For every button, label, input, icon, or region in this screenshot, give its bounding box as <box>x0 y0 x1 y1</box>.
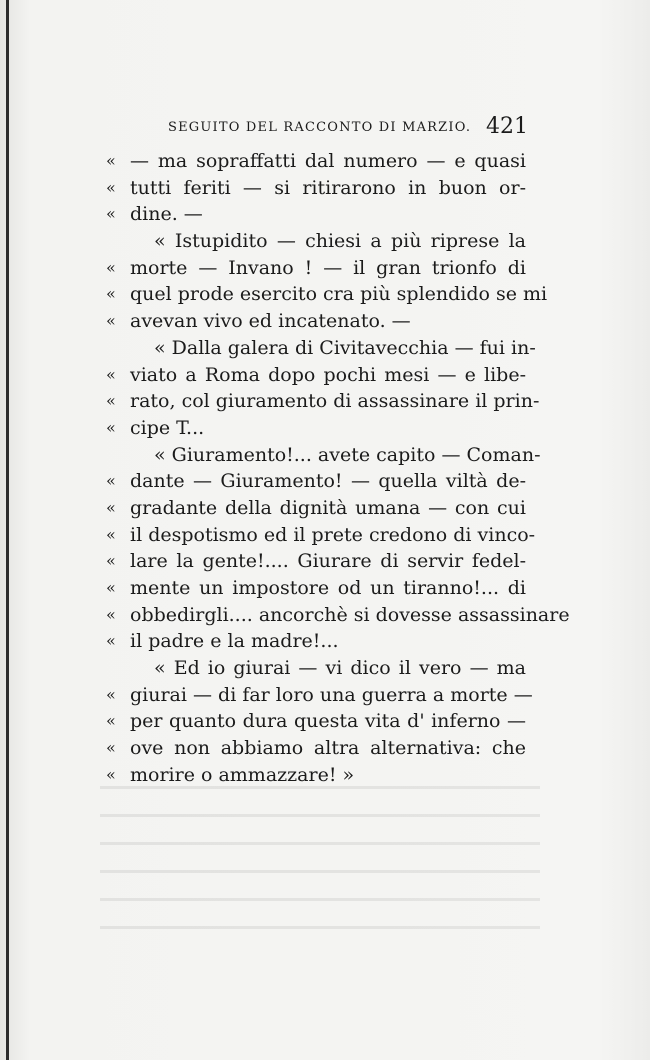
text-line <box>106 415 526 442</box>
line-quote-mark: « <box>106 711 116 731</box>
show-through-text <box>100 770 540 930</box>
text-line <box>106 308 526 335</box>
line-quote-mark: « <box>106 177 116 197</box>
line-text: ove non abbiamo altra alternativa: che <box>130 737 526 760</box>
line-text: il padre e la madre!... <box>130 630 339 653</box>
line-quote-mark: « <box>106 738 116 758</box>
text-line <box>106 495 526 522</box>
line-text: obbedirgli.... ancorchè si dovesse assassinare <box>130 603 570 626</box>
text-line <box>106 628 526 655</box>
text-line <box>106 602 570 629</box>
text-line <box>106 335 536 362</box>
line-quote-mark: « <box>106 604 116 624</box>
line-text: il despotismo ed il prete credono di vinco- <box>130 523 536 546</box>
text-line <box>106 228 526 255</box>
line-text: morire o ammazzare! » <box>130 763 355 786</box>
page-number: 421 <box>486 114 528 139</box>
line-text: giurai — di far loro una guerra a morte — <box>130 683 533 706</box>
text-line <box>106 655 526 682</box>
line-quote-mark: « <box>106 524 116 544</box>
text-line <box>106 708 526 735</box>
line-text: « Istupidito — chiesi a più riprese la <box>154 230 526 253</box>
line-quote-mark: « <box>106 311 116 331</box>
line-quote-mark: « <box>106 391 116 411</box>
line-text: rato, col giuramento di assassinare il prin- <box>130 390 540 413</box>
line-quote-mark: « <box>106 151 116 170</box>
line-quote-mark: « <box>106 551 116 571</box>
line-text: « Dalla galera di Civitavecchia — fui in- <box>154 336 536 359</box>
line-quote-mark: « <box>106 204 116 224</box>
line-text: cipe T... <box>130 416 205 439</box>
body-text <box>106 148 570 789</box>
line-quote-mark: « <box>106 497 116 517</box>
page-spine-edge <box>6 0 9 1060</box>
line-text: avevan vivo ed incatenato. — <box>130 310 411 333</box>
line-text: per quanto dura questa vita d' inferno — <box>130 710 526 733</box>
line-quote-mark: « <box>106 364 116 384</box>
text-line <box>106 201 526 228</box>
line-text: quel prode esercito cra più splendido se mi <box>130 283 548 306</box>
line-quote-mark: « <box>106 578 116 597</box>
text-line <box>106 175 526 202</box>
text-line <box>106 255 526 282</box>
line-quote-mark: « <box>106 764 116 784</box>
line-quote-mark: « <box>106 284 116 304</box>
page-header <box>168 108 528 148</box>
line-text: dante — Giuramento! — quella viltà de- <box>130 470 526 493</box>
line-text: mente un impostore od un tiranno!... di <box>130 577 526 599</box>
line-quote-mark: « <box>106 684 116 704</box>
line-text: « Ed io giurai — vi dico il vero — ma <box>154 657 526 680</box>
text-line <box>106 281 548 308</box>
line-text: lare la gente!.... Giurare di servir fedel- <box>130 550 526 573</box>
line-text: dine. — <box>130 203 203 226</box>
text-line <box>106 735 526 762</box>
line-quote-mark: « <box>106 257 116 277</box>
text-line <box>106 522 536 549</box>
text-line <box>106 442 541 469</box>
line-text: viato a Roma dopo pochi mesi — e libe- <box>130 363 526 386</box>
running-title: SEGUITO DEL RACCONTO DI MARZIO. <box>168 120 472 135</box>
text-line <box>106 548 526 575</box>
line-quote-mark: « <box>106 631 116 651</box>
line-text: gradante della dignità umana — con cui <box>130 496 526 519</box>
line-text: — ma sopraffatti dal numero — e quasi <box>130 150 526 172</box>
line-quote-mark: « <box>106 417 116 437</box>
line-text: morte — Invano ! — il gran trionfo di <box>130 256 526 279</box>
text-line <box>106 682 533 709</box>
line-text: tutti feriti — si ritirarono in buon or- <box>130 176 526 199</box>
text-line <box>106 388 540 415</box>
text-line <box>106 362 526 389</box>
text-line <box>106 468 526 495</box>
line-text: « Giuramento!... avete capito — Coman- <box>154 443 541 466</box>
text-line <box>106 148 526 175</box>
line-quote-mark: « <box>106 471 116 491</box>
text-line <box>106 575 526 602</box>
